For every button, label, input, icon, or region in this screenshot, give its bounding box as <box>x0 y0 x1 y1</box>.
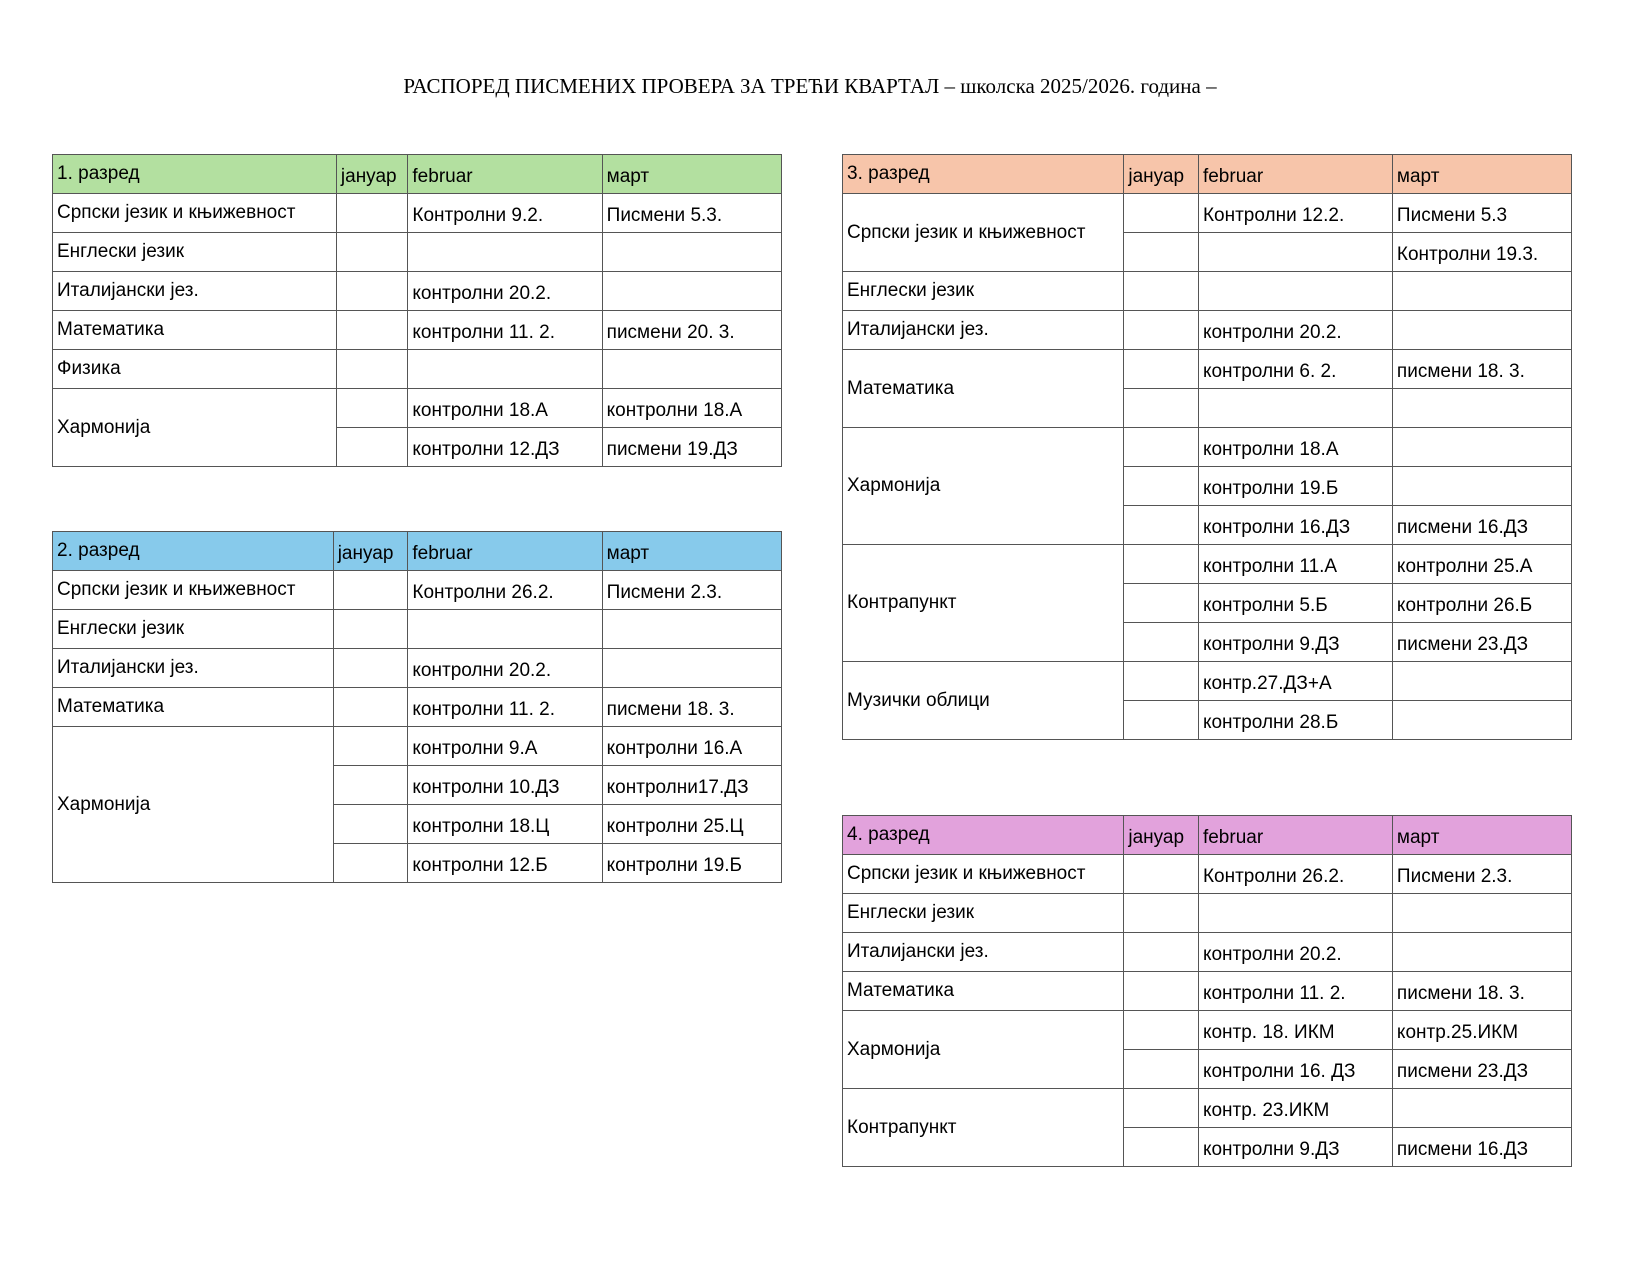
february-cell <box>408 233 602 272</box>
march-cell <box>1392 389 1571 428</box>
march-cell <box>1392 428 1571 467</box>
table-row <box>843 662 1572 701</box>
january-cell <box>1124 1050 1199 1089</box>
january-cell <box>1124 350 1199 389</box>
january-cell <box>1124 428 1199 467</box>
february-cell <box>1198 272 1392 311</box>
subject-cell: Италијански јез. <box>53 272 337 311</box>
table-row <box>843 933 1572 972</box>
header-january: јануар <box>333 532 408 571</box>
march-cell <box>1392 272 1571 311</box>
january-cell <box>333 688 408 727</box>
subject-cell: Енглески језик <box>53 610 334 649</box>
february-cell: контролни 11.А <box>1198 545 1392 584</box>
march-cell <box>1392 933 1571 972</box>
table-row <box>53 649 782 688</box>
table-row <box>843 545 1572 584</box>
table-row <box>53 389 782 428</box>
january-cell <box>1124 933 1199 972</box>
march-cell: контролни 19.Б <box>602 844 781 883</box>
february-cell: Контролни 12.2. <box>1198 194 1392 233</box>
february-cell: контролни 18.Ц <box>408 805 602 844</box>
january-cell <box>1124 1089 1199 1128</box>
february-cell: контр.27.ДЗ+А <box>1198 662 1392 701</box>
table-row <box>843 972 1572 1011</box>
january-cell <box>1124 389 1199 428</box>
february-cell: Контролни 26.2. <box>408 571 602 610</box>
march-cell: Контролни 19.3. <box>1392 233 1571 272</box>
february-cell: контролни 11. 2. <box>408 688 602 727</box>
february-cell <box>1198 389 1392 428</box>
subject-cell: Српски језик и књижевност <box>53 194 337 233</box>
march-cell: писмени 20. 3. <box>602 311 781 350</box>
march-cell: контр.25.ИКМ <box>1392 1011 1571 1050</box>
february-cell: контролни 20.2. <box>408 272 602 311</box>
january-cell <box>1124 623 1199 662</box>
subject-cell: Италијански јез. <box>843 311 1124 350</box>
january-cell <box>1124 545 1199 584</box>
header-class-label: 3. разред <box>843 155 1124 194</box>
subject-cell: Енглески језик <box>53 233 337 272</box>
february-cell: контролни 28.Б <box>1198 701 1392 740</box>
february-cell: контролни 9.ДЗ <box>1198 623 1392 662</box>
march-cell <box>1392 311 1571 350</box>
january-cell <box>336 272 408 311</box>
subject-cell: Италијански јез. <box>843 933 1124 972</box>
march-cell: контролни 25.Ц <box>602 805 781 844</box>
february-cell: контролни 11. 2. <box>1198 972 1392 1011</box>
table-row <box>843 855 1572 894</box>
february-cell: контролни 12.Б <box>408 844 602 883</box>
february-cell: контролни 10.ДЗ <box>408 766 602 805</box>
table-row <box>843 1011 1572 1050</box>
table-row <box>53 727 782 766</box>
subject-cell: Хармонија <box>53 389 337 467</box>
march-cell: контролни17.ДЗ <box>602 766 781 805</box>
february-cell: контролни 5.Б <box>1198 584 1392 623</box>
header-march: март <box>602 155 781 194</box>
header-march: март <box>602 532 781 571</box>
table-row <box>53 688 782 727</box>
january-cell <box>1124 506 1199 545</box>
subject-cell: Енглески језик <box>843 272 1124 311</box>
subject-cell: Српски језик и књижевност <box>843 855 1124 894</box>
march-cell: писмени 18. 3. <box>602 688 781 727</box>
march-cell: писмени 16.ДЗ <box>1392 506 1571 545</box>
march-cell: писмени 23.ДЗ <box>1392 1050 1571 1089</box>
march-cell: писмени 18. 3. <box>1392 350 1571 389</box>
march-cell <box>602 649 781 688</box>
march-cell <box>602 233 781 272</box>
january-cell <box>1124 1128 1199 1167</box>
subject-cell: Контрапункт <box>843 545 1124 662</box>
header-february: februar <box>1198 155 1392 194</box>
february-cell: контролни 16.ДЗ <box>1198 506 1392 545</box>
page-title: РАСПОРЕД ПИСМЕНИХ ПРОВЕРА ЗА ТРЕЋИ КВАРТАЛ – школска 2025/2026. година – <box>403 74 1217 98</box>
header-february: februar <box>408 532 602 571</box>
january-cell <box>336 428 408 467</box>
schedule-table-grade-4 <box>842 815 1572 1167</box>
january-cell <box>1124 894 1199 933</box>
march-cell: Писмени 2.3. <box>602 571 781 610</box>
table-header-row <box>53 155 782 194</box>
february-cell: контролни 6. 2. <box>1198 350 1392 389</box>
january-cell <box>1124 233 1199 272</box>
table-header-row <box>53 532 782 571</box>
february-cell: контролни 18.А <box>1198 428 1392 467</box>
table-row <box>53 272 782 311</box>
january-cell <box>1124 972 1199 1011</box>
subject-cell: Енглески језик <box>843 894 1124 933</box>
february-cell: контролни 20.2. <box>1198 311 1392 350</box>
february-cell: контролни 16. ДЗ <box>1198 1050 1392 1089</box>
january-cell <box>336 194 408 233</box>
february-cell: Контролни 9.2. <box>408 194 602 233</box>
subject-cell: Математика <box>843 972 1124 1011</box>
header-january: јануар <box>1124 816 1199 855</box>
march-cell: писмени 16.ДЗ <box>1392 1128 1571 1167</box>
february-cell: контр. 18. ИКМ <box>1198 1011 1392 1050</box>
table-row <box>843 428 1572 467</box>
february-cell <box>1198 894 1392 933</box>
february-cell: Контролни 26.2. <box>1198 855 1392 894</box>
january-cell <box>333 766 408 805</box>
january-cell <box>1124 701 1199 740</box>
february-cell: контр. 23.ИКМ <box>1198 1089 1392 1128</box>
march-cell <box>602 610 781 649</box>
march-cell <box>1392 467 1571 506</box>
january-cell <box>1124 311 1199 350</box>
table-header-row <box>843 155 1572 194</box>
march-cell: контролни 16.А <box>602 727 781 766</box>
table-header-row <box>843 816 1572 855</box>
january-cell <box>333 727 408 766</box>
header-february: februar <box>1198 816 1392 855</box>
header-february: februar <box>408 155 602 194</box>
header-january: јануар <box>336 155 408 194</box>
february-cell: контролни 11. 2. <box>408 311 602 350</box>
february-cell: контролни 19.Б <box>1198 467 1392 506</box>
march-cell: контролни 26.Б <box>1392 584 1571 623</box>
table-row <box>843 272 1572 311</box>
march-cell <box>1392 662 1571 701</box>
march-cell: Писмени 2.3. <box>1392 855 1571 894</box>
march-cell <box>602 350 781 389</box>
january-cell <box>1124 662 1199 701</box>
table-row <box>53 194 782 233</box>
march-cell <box>1392 1089 1571 1128</box>
table-row <box>53 571 782 610</box>
february-cell <box>1198 233 1392 272</box>
january-cell <box>333 844 408 883</box>
january-cell <box>1124 1011 1199 1050</box>
march-cell: писмени 18. 3. <box>1392 972 1571 1011</box>
table-row <box>53 350 782 389</box>
subject-cell: Хармонија <box>53 727 334 883</box>
header-class-label: 1. разред <box>53 155 337 194</box>
schedule-table-grade-2 <box>52 531 782 883</box>
march-cell <box>602 272 781 311</box>
subject-cell: Физика <box>53 350 337 389</box>
march-cell <box>1392 894 1571 933</box>
march-cell <box>1392 701 1571 740</box>
january-cell <box>333 571 408 610</box>
february-cell: контролни 20.2. <box>1198 933 1392 972</box>
january-cell <box>336 233 408 272</box>
february-cell <box>408 350 602 389</box>
subject-cell: Хармонија <box>843 1011 1124 1089</box>
subject-cell: Контрапункт <box>843 1089 1124 1167</box>
table-row <box>843 194 1572 233</box>
february-cell: контролни 18.А <box>408 389 602 428</box>
january-cell <box>1124 855 1199 894</box>
february-cell: контролни 12.ДЗ <box>408 428 602 467</box>
january-cell <box>1124 194 1199 233</box>
subject-cell: Српски језик и књижевност <box>53 571 334 610</box>
subject-cell: Италијански јез. <box>53 649 334 688</box>
table-row <box>843 894 1572 933</box>
table-row <box>53 311 782 350</box>
subject-cell: Математика <box>53 311 337 350</box>
subject-cell: Математика <box>843 350 1124 428</box>
january-cell <box>333 610 408 649</box>
january-cell <box>336 311 408 350</box>
february-cell: контролни 9.А <box>408 727 602 766</box>
table-row <box>53 610 782 649</box>
february-cell <box>408 610 602 649</box>
january-cell <box>333 805 408 844</box>
january-cell <box>333 649 408 688</box>
header-march: март <box>1392 155 1571 194</box>
table-row <box>843 1089 1572 1128</box>
march-cell: Писмени 5.3. <box>602 194 781 233</box>
header-january: јануар <box>1124 155 1199 194</box>
march-cell: писмени 23.ДЗ <box>1392 623 1571 662</box>
table-row <box>53 233 782 272</box>
march-cell: Писмени 5.3 <box>1392 194 1571 233</box>
february-cell: контролни 9.ДЗ <box>1198 1128 1392 1167</box>
subject-cell: Математика <box>53 688 334 727</box>
schedule-table-grade-1 <box>52 154 782 467</box>
header-class-label: 4. разред <box>843 816 1124 855</box>
january-cell <box>336 350 408 389</box>
january-cell <box>336 389 408 428</box>
march-cell: контролни 25.А <box>1392 545 1571 584</box>
subject-cell: Српски језик и књижевност <box>843 194 1124 272</box>
header-march: март <box>1392 816 1571 855</box>
subject-cell: Хармонија <box>843 428 1124 545</box>
february-cell: контролни 20.2. <box>408 649 602 688</box>
january-cell <box>1124 467 1199 506</box>
table-row <box>843 350 1572 389</box>
march-cell: писмени 19.ДЗ <box>602 428 781 467</box>
january-cell <box>1124 272 1199 311</box>
subject-cell: Музички облици <box>843 662 1124 740</box>
table-row <box>843 311 1572 350</box>
schedule-table-grade-3 <box>842 154 1572 740</box>
january-cell <box>1124 584 1199 623</box>
march-cell: контролни 18.А <box>602 389 781 428</box>
header-class-label: 2. разред <box>53 532 334 571</box>
